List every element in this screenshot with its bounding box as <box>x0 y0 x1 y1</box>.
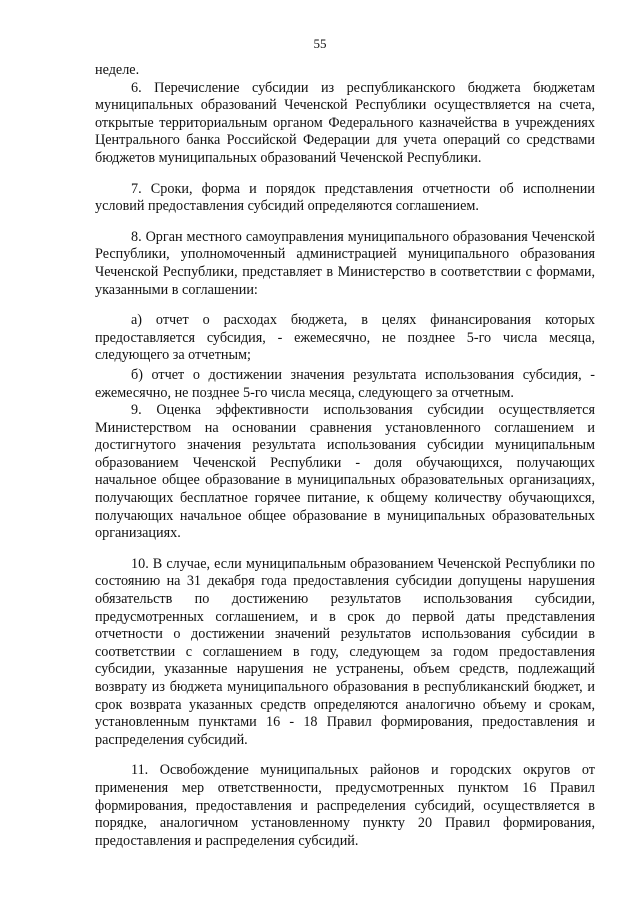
paragraph-continuation: неделе. <box>95 62 140 78</box>
paragraph-9: 9. Оценка эффективности использования субсидии осуществляется Министерством на основании сравнения установленного соглашением и достигнутого значения результата использования субсидии муниципальным образованием Чеченской Республики - доля обучающихся, получающих начальное общее образование в муниципальных образовательных организациях, получающих бесплатное горячее питание, к общему количеству обучающихся, получающих начальное общее образование в муниципальных образовательных организациях. <box>95 402 595 542</box>
paragraph-11: 11. Освобождение муниципальных районов и городских округов от применения мер ответственности, предусмотренных пунктом 16 Правил формирования, предоставления и распределения субсидий, осуществляется в порядке, аналогичном установленному пункту 20 Правил формирования, предоставления и распределения субсидий. <box>95 762 595 849</box>
paragraph-8b: б) отчет о достижении значения результата использования субсидия, - ежемесячно, не позднее 5-го числа месяца, следующего за отчетным. <box>95 366 595 401</box>
page-number: 55 <box>313 36 327 51</box>
paragraph-10: 10. В случае, если муниципальным образованием Чеченской Республики по состоянию на 31 декабря года предоставления субсидии допущены нарушения обязательств по достижению результатов использования субсидии, предусмотренных соглашением, и в срок до первой даты представления отчетности о достижении значений результатов использования субсидии в соответствии с соглашением в году, следующем за годом предоставления субсидии, указанные нарушения не устранены, объем средств, подлежащий возврату из бюджета муниципального образования в республиканский бюджет, и срок возврата указанных средств определяются аналогично объему и срокам, установленным пунктами 16 - 18 Правил формирования, предоставления и распределения субсидий. <box>95 555 595 748</box>
paragraph-8: 8. Орган местного самоуправления муниципального образования Чеченской Республики, уполномоченный администрацией муниципального образования Чеченской Республики, представляет в Министерство в соответствии с формами, указанными в соглашении: <box>95 228 595 298</box>
paragraph-7: 7. Сроки, форма и порядок представления отчетности об исполнении условий предоставления субсидий определяются соглашением. <box>95 180 595 215</box>
paragraph-8a: а) отчет о расходах бюджета, в целях финансирования которых предоставляется субсидия, - ежемесячно, не позднее 5-го числа месяца, следующего за отчетным; <box>95 312 595 364</box>
paragraph-6: 6. Перечисление субсидии из республиканского бюджета бюджетам муниципальных образований Чеченской Республики осуществляется на счета, открытые территориальным органом Федерального казначейства в учреждениях Центрального банка Российской Федерации для учета операций со средствами бюджетов муниципальных образований Чеченской Республики. <box>95 79 595 166</box>
document-body <box>95 62 595 850</box>
